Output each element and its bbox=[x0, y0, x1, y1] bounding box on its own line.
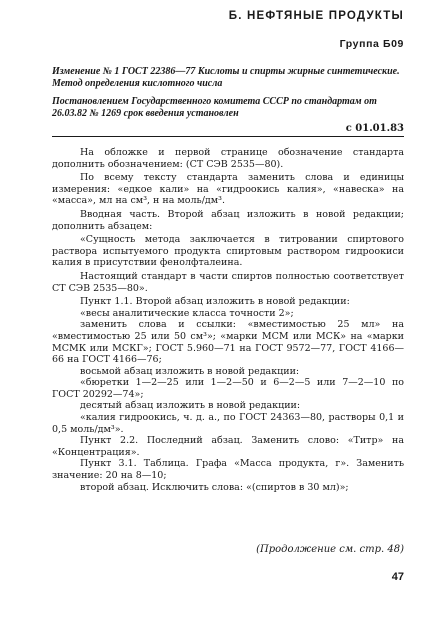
page-number: 47 bbox=[391, 571, 404, 583]
paragraph: второй абзац. Исключить слова: «(спиртов в 30 мл)»; bbox=[80, 481, 349, 493]
amendment-approval: Постановлением Государственного комитета СССР по стандартам от 26.03.82 № 1269 срок введения установлен bbox=[52, 96, 377, 119]
paragraph: По всему тексту стандарта заменить слова и единицы измерения: «едкое кали» на «гидроокись калия», «навеска» на «масса», мл на см³, н на моль/дм³. bbox=[52, 172, 404, 207]
group-label: Группа Б09 bbox=[339, 38, 404, 50]
paragraph: На обложке и первой странице обозначение стандарта дополнить обозначением: (СТ СЭВ 2535—80). bbox=[52, 147, 404, 170]
paragraph: Пункт 1.1. Второй абзац изложить в новой редакции: bbox=[80, 296, 350, 308]
continuation-note: (Продолжение см. стр. 48) bbox=[256, 544, 404, 555]
section-title: Б. НЕФТЯНЫЕ ПРОДУКТЫ bbox=[228, 10, 404, 22]
paragraph: «Сущность метода заключается в титровании спиртового раствора испытуемого продукта спиртовым раствором гидроокиси калия в присутствии фенолфталеина. bbox=[52, 234, 404, 269]
amendment-body bbox=[52, 147, 404, 493]
paragraph: Пункт 3.1. Таблица. Графа «Масса продукта, г». Заменить значение: 20 на 8—10; bbox=[52, 458, 404, 482]
paragraph: Пункт 2.2. Последний абзац. Заменить слово: «Титр» на «Концентрация». bbox=[52, 435, 404, 458]
paragraph: Вводная часть. Второй абзац изложить в новой редакции; дополнить абзацем: bbox=[52, 208, 404, 232]
effective-date: с 01.01.83 bbox=[345, 123, 404, 134]
amendment-title: Изменение № 1 ГОСТ 22386—77 Кислоты и спирты жирные синтетические. Метод определения кислотного числа bbox=[52, 66, 400, 89]
paragraph: десятый абзац изложить в новой редакции: bbox=[80, 400, 301, 412]
paragraph: «бюретки 1—2—25 или 1—2—50 и 6—2—5 или 7—2—10 по ГОСТ 20292—74»; bbox=[52, 377, 404, 400]
paragraph: «весы аналитические класса точности 2»; bbox=[80, 307, 294, 319]
header-rule bbox=[52, 136, 404, 137]
paragraph: Настоящий стандарт в части спиртов полностью соответствует СТ СЭВ 2535—80». bbox=[52, 270, 404, 294]
paragraph: «калия гидроокись, ч. д. а., по ГОСТ 24363—80, растворы 0,1 и 0,5 моль/дм³». bbox=[52, 412, 404, 435]
paragraph: заменить слова и ссылки: «вместимостью 25 мл» на «вместимостью 25 или 50 см³»; «марки МСМ или МСК» на «марки МСМК или МСКГ»; ГОСТ 5.960—71 на ГОСТ 9572—77, ГОСТ 4166—66 на ГОСТ 4166—76; bbox=[52, 319, 404, 366]
paragraph: восьмой абзац изложить в новой редакции: bbox=[80, 365, 300, 377]
